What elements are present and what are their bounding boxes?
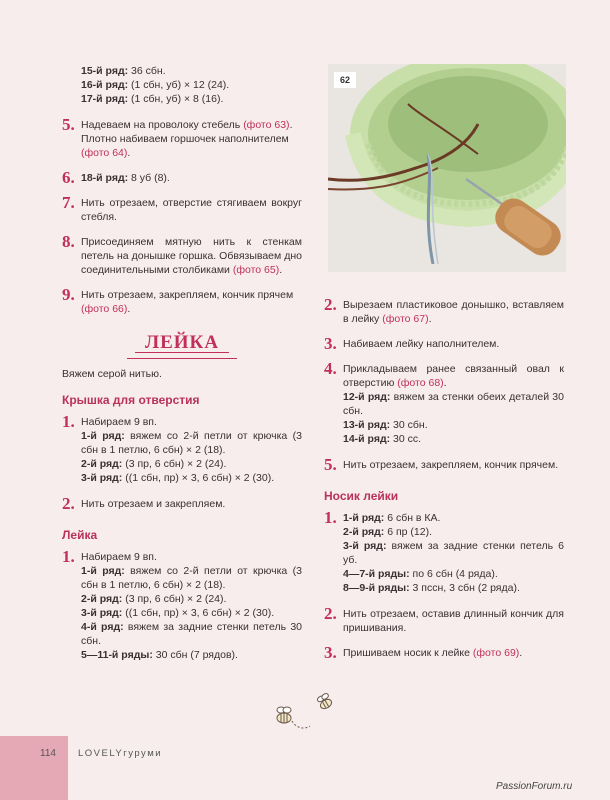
step-text: Набиваем лейку наполнителем.	[343, 338, 500, 350]
step-text: Вырезаем пластиковое донышко, вставляем в лейку (фото 67).	[343, 299, 564, 325]
step-4-rows	[324, 390, 564, 446]
section-title-text: ЛЕЙКА	[135, 336, 229, 353]
step-4	[324, 359, 564, 390]
section-intro: Вяжем серой нитью.	[62, 368, 162, 380]
right-column	[324, 295, 564, 671]
watermark: PassionForum.ru	[496, 781, 573, 792]
step-text: Нить отрезаем, закрепляем, кончик прячем.	[343, 459, 559, 471]
row-line: 1-й ряд: вяжем со 2-й петли от крючка (3 сбн в 1 петлю, 6 сбн) × 2 (18).	[81, 430, 302, 456]
photo-ref[interactable]: (фото 67)	[382, 313, 429, 325]
step-text: Нить отрезаем, отверстие стягиваем вокруг стебля.	[81, 197, 302, 223]
row-line: 4—7-й ряды: по 6 сбн (4 ряда).	[343, 568, 498, 580]
step-number: 5.	[62, 115, 75, 134]
step-number: 1.	[324, 508, 337, 527]
subheading-lid: Крышка для отверстия	[62, 393, 200, 407]
row-line: 5—11-й ряды: 30 сбн (7 рядов).	[81, 649, 238, 661]
crochet-pot-illustration	[328, 64, 566, 272]
row-line: 3-й ряд: вяжем за задние стенки петель 6 уб.	[343, 540, 564, 566]
row-line: 2-й ряд: (3 пр, 6 сбн) × 2 (24).	[81, 458, 227, 470]
step-text: Нить отрезаем, закрепляем, кончик прячем (фото 66).	[81, 289, 294, 315]
subheading-can: Лейка	[62, 528, 98, 542]
section-title	[62, 332, 302, 359]
step-text: Набираем 9 вп.	[81, 551, 157, 563]
photo-ref[interactable]: (фото 63)	[243, 119, 290, 131]
photo-ref[interactable]: (фото 68)	[397, 377, 444, 389]
row-line: 2-й ряд: (3 пр, 6 сбн) × 2 (24).	[81, 593, 227, 605]
step-text: Присоединяем мятную нить к стенкам петель на донышке горшка. Обвязываем дно соединительными столбиками (фото 65).	[81, 236, 302, 276]
step-8	[62, 232, 302, 277]
photo-ref[interactable]: (фото 64)	[81, 147, 128, 159]
row-line: 14-й ряд: 30 сс.	[343, 433, 422, 445]
row-line: 4-й ряд: вяжем за задние стенки петель 30 сбн.	[81, 621, 303, 647]
crochet-photo	[328, 64, 566, 272]
step-number: 3.	[324, 334, 337, 353]
step-number: 9.	[62, 285, 75, 304]
page-number: 114	[40, 748, 56, 759]
step-text: Прикладываем ранее связанный овал к отверстию (фото 68).	[343, 363, 564, 389]
step-6	[62, 168, 302, 187]
lid-step-2	[62, 494, 302, 513]
rows-15-17	[62, 64, 302, 106]
row-line: 1-й ряд: вяжем со 2-й петли от крючка (3 сбн в 1 петлю, 6 сбн) × 2 (18).	[81, 565, 302, 591]
step-text: 18-й ряд: 8 уб (8).	[81, 172, 170, 184]
step-2	[324, 295, 564, 326]
row-line: 15-й ряд: 36 сбн.	[81, 65, 166, 77]
step-number: 5.	[324, 455, 337, 474]
spout-step-2	[324, 604, 564, 635]
step-number: 8.	[62, 232, 75, 251]
magazine-title: LOVELYгуруми	[78, 748, 163, 759]
step-number: 6.	[62, 168, 75, 187]
step-text: Нить отрезаем, оставив длинный кончик для пришивания.	[343, 608, 564, 634]
step-text: Нить отрезаем и закрепляем.	[81, 498, 226, 510]
step-text: Надеваем на проволоку стебель (фото 63). Плотно набиваем горшочек наполнителем (фото 64).	[81, 119, 293, 159]
title-underline	[127, 354, 237, 359]
step-number: 1.	[62, 412, 75, 431]
step-number: 4.	[324, 359, 337, 378]
lid-step-1	[62, 412, 302, 431]
photo-ref[interactable]: (фото 65)	[232, 264, 280, 276]
step-text: Пришиваем носик к лейке (фото 69).	[343, 647, 523, 659]
photo-ref[interactable]: (фото 66)	[81, 303, 128, 315]
photo-number-badge: 62	[334, 72, 356, 88]
step-5-right	[324, 455, 564, 474]
row-line: 12-й ряд: вяжем за стенки обеих деталей 30 сбн.	[343, 391, 564, 417]
step-9	[62, 285, 302, 316]
step-3	[324, 334, 564, 353]
lid-rows	[62, 429, 302, 485]
step-5	[62, 115, 302, 160]
left-column	[62, 64, 302, 662]
row-line: 3-й ряд: ((1 сбн, пр) × 3, 6 сбн) × 2 (30).	[81, 607, 275, 619]
row-line: 17-й ряд: (1 сбн, уб) × 8 (16).	[81, 93, 224, 105]
photo-ref[interactable]: (фото 69)	[472, 647, 520, 659]
footer-color-block	[0, 736, 68, 800]
row-line: 3-й ряд: ((1 сбн, пр) × 3, 6 сбн) × 2 (30).	[81, 472, 275, 484]
step-number: 3.	[324, 643, 337, 662]
subheading-spout: Носик лейки	[324, 489, 399, 503]
row-line: 13-й ряд: 30 сбн.	[343, 419, 428, 431]
spout-rows	[324, 525, 564, 595]
step-number: 2.	[324, 604, 337, 623]
step-number: 7.	[62, 193, 75, 212]
bee-icon	[268, 690, 348, 750]
row-line: 16-й ряд: (1 сбн, уб) × 12 (24).	[81, 79, 230, 91]
step-number: 1.	[62, 547, 75, 566]
row-line: 8—9-й ряды: 3 пссн, 3 сбн (2 ряда).	[343, 582, 520, 594]
spout-step-3	[324, 643, 564, 662]
step-text: Набираем 9 вп.	[81, 416, 157, 428]
step-text: 1-й ряд: 6 сбн в КА.	[343, 512, 441, 524]
row-line: 2-й ряд: 6 пр (12).	[343, 526, 432, 538]
can-step-1	[62, 547, 302, 566]
step-7	[62, 193, 302, 224]
step-number: 2.	[62, 494, 75, 513]
can-rows	[62, 564, 302, 662]
step-number: 2.	[324, 295, 337, 314]
spout-step-1	[324, 508, 564, 527]
